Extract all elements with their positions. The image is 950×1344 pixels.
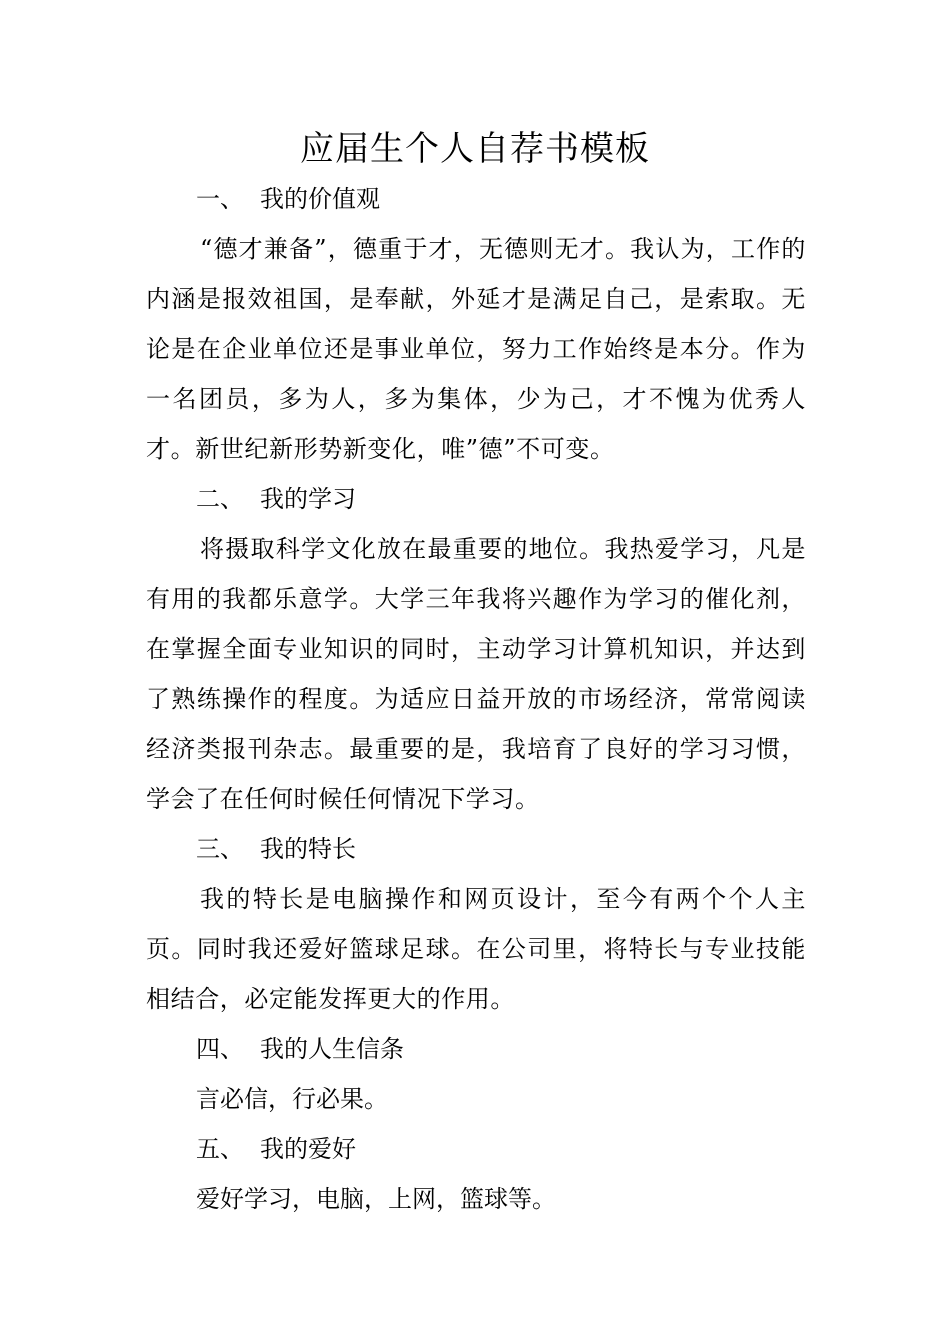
section-paragraph-strengths: 我的特长是电脑操作和网页设计，至今有两个个人主页。同时我还爱好篮球足球。在公司里，将特长与专业技能相结合，必定能发挥更大的作用。 xyxy=(146,885,806,1013)
section-number: 一、 xyxy=(196,185,244,213)
section-heading-text: 我的价值观 xyxy=(260,185,380,213)
section-paragraph-values: “德才兼备”，德重于才，无德则无才。我认为，工作的内涵是报效祖国，是奉献，外延才是满足自己，是索取。无论是在企业单位还是事业单位，努力工作始终是本分。作为一名团员，多为人，多为集体，少为己，才不愧为优秀人才。新世纪新形势新变化，唯”德”不可变。 xyxy=(146,235,806,463)
section-heading-strengths xyxy=(146,824,806,874)
section-heading-values xyxy=(146,174,806,224)
section-number: 三、 xyxy=(196,835,244,863)
section-paragraph-hobbies: 爱好学习，电脑，上网，篮球等。 xyxy=(196,1185,556,1213)
section-number: 五、 xyxy=(196,1135,244,1163)
section-heading-text: 我的人生信条 xyxy=(260,1035,404,1063)
section-heading-motto xyxy=(146,1024,806,1074)
section-heading-text: 我的爱好 xyxy=(260,1135,356,1163)
section-number: 四、 xyxy=(196,1035,244,1063)
document-title: 应届生个人自荐书模板 xyxy=(300,129,650,169)
section-paragraph-study: 将摄取科学文化放在最重要的地位。我热爱学习，凡是有用的我都乐意学。大学三年我将兴趣作为学习的催化剂，在掌握全面专业知识的同时，主动学习计算机知识，并达到了熟练操作的程度。为适应日益开放的市场经济，常常阅读经济类报刊杂志。最重要的是，我培育了良好的学习习惯，学会了在任何时候任何情况下学习。 xyxy=(146,535,806,813)
section-heading-text: 我的特长 xyxy=(260,835,356,863)
section-heading-text: 我的学习 xyxy=(260,485,356,513)
document-body xyxy=(146,174,806,1224)
section-number: 二、 xyxy=(196,485,244,513)
section-heading-hobbies xyxy=(146,1124,806,1174)
section-heading-study xyxy=(146,474,806,524)
section-paragraph-motto: 言必信，行必果。 xyxy=(196,1085,388,1113)
